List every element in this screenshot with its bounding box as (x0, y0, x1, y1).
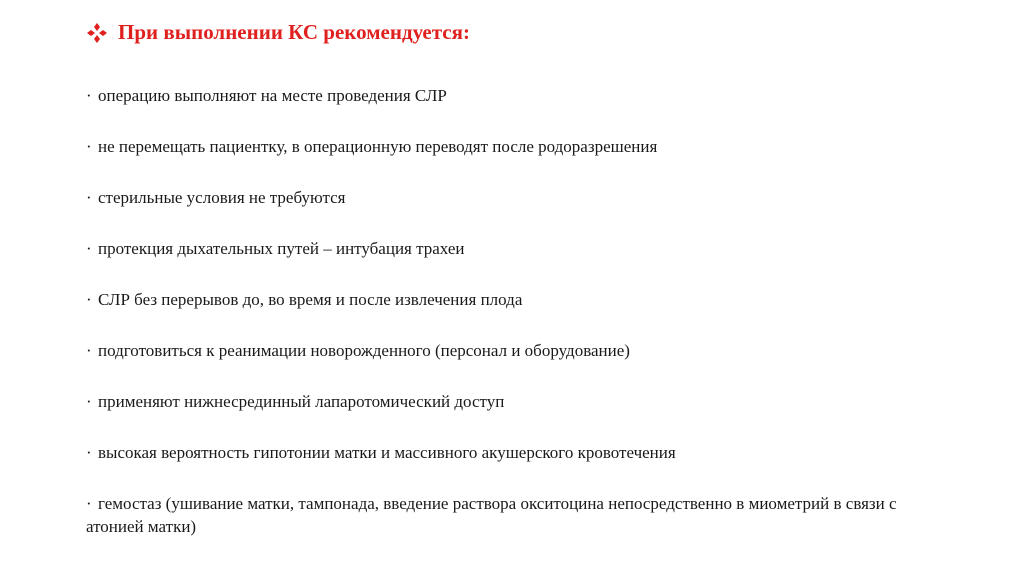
list-item-text: гемостаз (ушивание матки, тампонада, введение раствора окситоцина непосредственно в миометрий в связи с атонией матки) (86, 494, 897, 536)
slide-title (86, 20, 470, 45)
bullet-marker: · (86, 341, 92, 360)
list-item (86, 339, 936, 362)
list-item-text: протекция дыхательных путей – интубация трахеи (98, 239, 465, 258)
bullet-marker: · (86, 392, 92, 411)
list-item (86, 441, 936, 464)
bullet-marker: · (86, 239, 92, 258)
list-item-text: СЛР без перерывов до, во время и после извлечения плода (98, 290, 523, 309)
list-item-text: не перемещать пациентку, в операционную переводят после родоразрешения (98, 137, 658, 156)
bullet-marker: · (86, 188, 92, 207)
list-item (86, 135, 936, 158)
bullet-marker: · (86, 290, 92, 309)
list-item (86, 84, 936, 107)
bullet-marker: · (86, 137, 92, 156)
slide-title-text: При выполнении КС рекомендуется: (118, 20, 470, 44)
list-item-text: применяют нижнесрединный лапаротомический доступ (98, 392, 505, 411)
list-item (86, 390, 936, 413)
list-item-text: стерильные условия не требуются (98, 188, 346, 207)
bullet-marker: · (86, 494, 92, 513)
list-item (86, 237, 936, 260)
list-item-text: высокая вероятность гипотонии матки и массивного акушерского кровотечения (98, 443, 676, 462)
list-item-text: операцию выполняют на месте проведения СЛР (98, 86, 447, 105)
list-item (86, 186, 936, 209)
bullet-marker: · (86, 86, 92, 105)
bullet-marker: · (86, 443, 92, 462)
list-item (86, 288, 936, 311)
list-item-text: подготовиться к реанимации новорожденного (персонал и оборудование) (98, 341, 630, 360)
list-item (86, 492, 936, 538)
diamond-bullet-icon (86, 22, 108, 44)
bullet-list (86, 84, 936, 538)
